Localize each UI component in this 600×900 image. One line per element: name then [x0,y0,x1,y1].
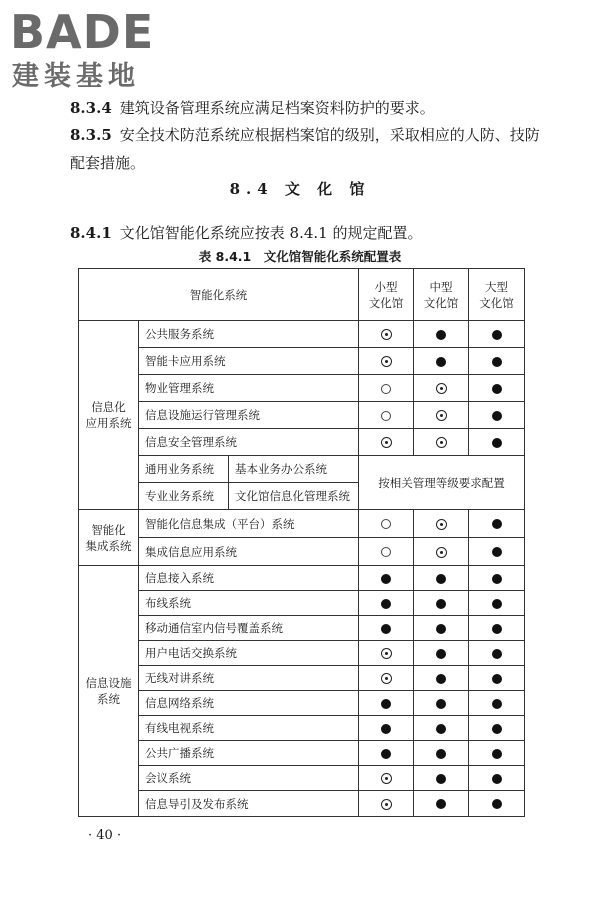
mark-large [469,591,525,616]
mark-medium [414,566,469,591]
table-row [79,691,525,716]
dotted-circle-icon [381,799,392,810]
table-row [79,456,525,483]
row-name: 布线系统 [139,591,359,616]
header-system: 智能化系统 [79,269,359,321]
row-name: 公共服务系统 [139,321,359,348]
filled-circle-icon [436,674,446,684]
row-name: 物业管理系统 [139,375,359,402]
section-title: 8.4 文 化 馆 [229,180,371,198]
table-row [79,510,525,538]
clause-8-4-1 [70,219,540,247]
header-small: 小型 文化馆 [359,269,414,321]
mark-medium [414,538,469,566]
mark-large [469,375,525,402]
table-header-row [79,269,525,321]
filled-circle-icon [436,649,446,659]
filled-circle-icon [436,357,446,367]
row-name: 移动通信室内信号覆盖系统 [139,616,359,641]
filled-circle-icon [381,724,391,734]
clause-8-3-4 [70,94,540,122]
filled-circle-icon [436,724,446,734]
filled-circle-icon [436,699,446,709]
filled-circle-icon [381,699,391,709]
page-number: · 40 · [88,828,122,843]
mark-small [359,591,414,616]
row-name: 有线电视系统 [139,716,359,741]
row-name: 信息接入系统 [139,566,359,591]
table-row [79,591,525,616]
mark-medium [414,348,469,375]
mark-large [469,566,525,591]
dotted-circle-icon [381,356,392,367]
mark-medium [414,691,469,716]
empty-circle-icon [381,547,391,557]
group-info-facility: 信息设施 系统 [79,566,139,817]
filled-circle-icon [492,438,502,448]
header-large: 大型 文化馆 [469,269,525,321]
filled-circle-icon [492,699,502,709]
mark-large [469,766,525,791]
dotted-circle-icon [436,383,447,394]
dotted-circle-icon [381,329,392,340]
mark-small [359,691,414,716]
clause-text: 安全技术防范系统应根据档案馆的级别，采取相应的人防、技防配套措施。 [70,126,540,172]
mark-small [359,566,414,591]
mark-small [359,616,414,641]
mark-small [359,538,414,566]
filled-circle-icon [492,599,502,609]
row-name: 智能化信息集成（平台）系统 [139,510,359,538]
mark-small [359,375,414,402]
table-row [79,566,525,591]
mark-small [359,321,414,348]
mark-medium [414,766,469,791]
filled-circle-icon [436,624,446,634]
logo-wordmark: BADE [10,5,155,59]
mark-large [469,616,525,641]
mark-large [469,791,525,817]
clause-8-3-5 [70,121,540,177]
table-row [79,538,525,566]
filled-circle-icon [381,574,391,584]
row-name: 通用业务系统 [139,456,229,483]
mark-medium [414,402,469,429]
filled-circle-icon [436,599,446,609]
mark-large [469,429,525,456]
config-table [78,268,525,817]
group-info-app: 信息化 应用系统 [79,321,139,510]
mark-small [359,716,414,741]
row-name: 智能卡应用系统 [139,348,359,375]
mark-large [469,716,525,741]
filled-circle-icon [492,724,502,734]
mark-large [469,402,525,429]
row-name: 会议系统 [139,766,359,791]
filled-circle-icon [381,599,391,609]
table-row [79,641,525,666]
filled-circle-icon [381,624,391,634]
table-row [79,375,525,402]
row-name: 用户电话交换系统 [139,641,359,666]
row-name: 信息导引及发布系统 [139,791,359,817]
mark-large [469,538,525,566]
group-integration: 智能化 集成系统 [79,510,139,566]
filled-circle-icon [492,624,502,634]
table-row [79,429,525,456]
mark-large [469,348,525,375]
clause-number: 8.3.4 [70,99,112,117]
row-subname: 基本业务办公系统 [229,456,359,483]
dotted-circle-icon [436,437,447,448]
mark-small [359,348,414,375]
bade-logo [10,6,180,94]
dotted-circle-icon [381,648,392,659]
filled-circle-icon [492,674,502,684]
table-row [79,616,525,641]
mark-medium [414,429,469,456]
filled-circle-icon [436,330,446,340]
mark-medium [414,666,469,691]
mark-small [359,429,414,456]
dotted-circle-icon [381,673,392,684]
business-note: 按相关管理等级要求配置 [359,456,525,510]
mark-medium [414,321,469,348]
empty-circle-icon [381,411,391,421]
row-name: 信息网络系统 [139,691,359,716]
mark-large [469,641,525,666]
mark-large [469,691,525,716]
dotted-circle-icon [436,410,447,421]
filled-circle-icon [436,799,446,809]
row-name: 公共广播系统 [139,741,359,766]
dotted-circle-icon [381,773,392,784]
empty-circle-icon [381,519,391,529]
table-row [79,741,525,766]
filled-circle-icon [492,330,502,340]
mark-small [359,766,414,791]
mark-medium [414,375,469,402]
mark-large [469,666,525,691]
mark-small [359,510,414,538]
mark-medium [414,716,469,741]
row-name: 集成信息应用系统 [139,538,359,566]
filled-circle-icon [492,574,502,584]
mark-medium [414,791,469,817]
mark-medium [414,641,469,666]
mark-small [359,402,414,429]
mark-small [359,791,414,817]
mark-medium [414,510,469,538]
filled-circle-icon [492,357,502,367]
header-medium: 中型 文化馆 [414,269,469,321]
mark-small [359,641,414,666]
mark-small [359,741,414,766]
filled-circle-icon [436,774,446,784]
filled-circle-icon [492,547,502,557]
table-row [79,321,525,348]
logo-chinese-text: 建装基地 [12,61,140,92]
row-subname: 文化馆信息化管理系统 [229,483,359,510]
mark-large [469,510,525,538]
clause-number: 8.3.5 [70,126,112,144]
clause-text: 建筑设备管理系统应满足档案资料防护的要求。 [119,99,435,117]
dotted-circle-icon [381,437,392,448]
row-name: 专业业务系统 [139,483,229,510]
row-name: 信息设施运行管理系统 [139,402,359,429]
row-name: 无线对讲系统 [139,666,359,691]
mark-large [469,321,525,348]
mark-medium [414,741,469,766]
dotted-circle-icon [436,547,447,558]
mark-medium [414,591,469,616]
table-row [79,766,525,791]
table-row [79,402,525,429]
row-name: 信息安全管理系统 [139,429,359,456]
table-row [79,791,525,817]
table-row [79,666,525,691]
mark-medium [414,616,469,641]
filled-circle-icon [492,411,502,421]
filled-circle-icon [492,749,502,759]
filled-circle-icon [492,384,502,394]
table-title: 表 8.4.1 文化馆智能化系统配置表 [198,249,402,264]
mark-small [359,666,414,691]
table-row [79,716,525,741]
clause-text: 文化馆智能化系统应按表 8.4.1 的规定配置。 [119,224,423,242]
filled-circle-icon [436,574,446,584]
empty-circle-icon [381,384,391,394]
filled-circle-icon [492,649,502,659]
filled-circle-icon [436,749,446,759]
clause-number: 8.4.1 [70,224,112,242]
filled-circle-icon [492,799,502,809]
filled-circle-icon [492,519,502,529]
table-row [79,348,525,375]
filled-circle-icon [381,749,391,759]
mark-large [469,741,525,766]
dotted-circle-icon [436,519,447,530]
filled-circle-icon [492,774,502,784]
